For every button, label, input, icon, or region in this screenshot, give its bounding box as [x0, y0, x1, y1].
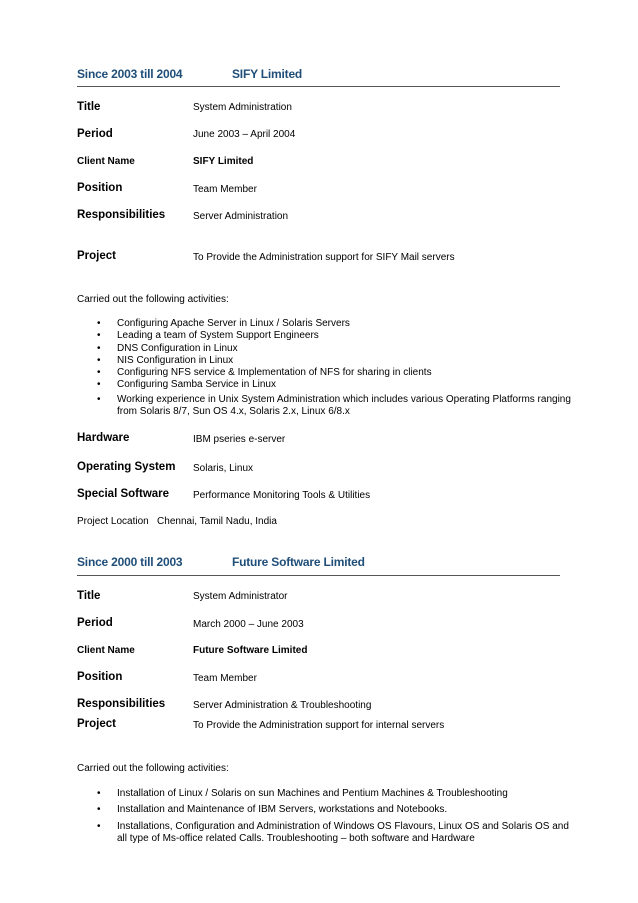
- responsibilities-label: Responsibilities: [77, 209, 166, 221]
- bullet-icon: •: [97, 393, 101, 405]
- project-label: Project: [77, 250, 116, 262]
- list-item: • Installation and Maintenance of IBM Servers, workstations and Notebooks.: [97, 804, 448, 816]
- position-value: Team Member: [193, 184, 257, 195]
- title-label: Title: [77, 101, 101, 113]
- title-value: System Administration: [193, 102, 292, 113]
- bullet-icon: •: [97, 804, 101, 816]
- period-value: June 2003 – April 2004: [193, 129, 296, 140]
- list-item: • Installations, Configuration and Administration of Windows OS Flavours, Linux OS and Solaris OS and all type of Ms-office related Calls. Troubleshooting – both software and Hardware: [97, 820, 569, 844]
- bullet-icon: •: [97, 318, 101, 329]
- client-name-label: Client Name: [77, 645, 135, 656]
- position-label: Position: [77, 182, 123, 194]
- section-1-period-heading: Since 2003 till 2004: [77, 67, 183, 81]
- bullet-icon: •: [97, 788, 101, 799]
- client-name-label: Client Name: [77, 156, 135, 167]
- section-1-company-heading: SIFY Limited: [232, 67, 303, 81]
- hardware-label: Hardware: [77, 432, 130, 444]
- activities-intro: Carried out the following activities:: [77, 763, 229, 774]
- activities-list: [77, 318, 571, 418]
- position-label: Position: [77, 671, 123, 683]
- list-item: • Installation of Linux / Solaris on sun Machines and Pentium Machines & Troubleshooting: [97, 788, 508, 799]
- activities-intro: Carried out the following activities:: [77, 294, 229, 305]
- bullet-icon: •: [97, 330, 101, 342]
- project-value: To Provide the Administration support for SIFY Mail servers: [193, 252, 455, 263]
- os-value: Solaris, Linux: [193, 463, 254, 474]
- bullet-icon: •: [97, 354, 101, 366]
- activities-list: [77, 788, 569, 845]
- responsibilities-label: Responsibilities: [77, 698, 166, 710]
- bullet-icon: •: [97, 367, 101, 379]
- list-item: • Working experience in Unix System Administration which includes various Operating Platforms ranging from Solaris 8/7, Sun OS 4.x, Solaris 2.x, Linux 6/8.x: [97, 393, 571, 418]
- project-label: Project: [77, 718, 116, 730]
- special-software-label: Special Software: [77, 488, 170, 500]
- list-item: • DNS Configuration in Linux: [97, 342, 238, 354]
- responsibilities-value: Server Administration: [193, 211, 289, 222]
- title-value: System Administrator: [193, 591, 288, 602]
- list-item: • Configuring Samba Service in Linux: [97, 379, 276, 391]
- period-label: Period: [77, 128, 113, 140]
- bullet-icon: •: [97, 820, 101, 832]
- section-2-company-heading: Future Software Limited: [232, 555, 365, 569]
- period-value: March 2000 – June 2003: [193, 619, 304, 630]
- section-1-divider: [77, 86, 560, 87]
- special-software-value: Performance Monitoring Tools & Utilities: [193, 490, 371, 501]
- title-label: Title: [77, 590, 101, 602]
- list-item: • Leading a team of System Support Engineers: [97, 330, 319, 342]
- os-label: Operating System: [77, 461, 176, 473]
- list-item: • Configuring NFS service & Implementation of NFS for sharing in clients: [97, 367, 432, 379]
- bullet-icon: •: [97, 379, 101, 391]
- position-value: Team Member: [193, 673, 257, 684]
- section-2-divider: [77, 575, 560, 576]
- list-item: • Configuring Apache Server in Linux / Solaris Servers: [97, 318, 350, 329]
- bullet-icon: •: [97, 342, 101, 354]
- hardware-value: IBM pseries e-server: [193, 434, 286, 445]
- responsibilities-value: Server Administration & Troubleshooting: [193, 700, 372, 711]
- client-name-value: Future Software Limited: [193, 645, 308, 656]
- client-name-value: SIFY Limited: [193, 156, 254, 167]
- list-item: • NIS Configuration in Linux: [97, 354, 234, 366]
- project-location: Project Location Chennai, Tamil Nadu, India: [77, 516, 277, 527]
- section-2-period-heading: Since 2000 till 2003: [77, 555, 183, 569]
- project-value: To Provide the Administration support for internal servers: [193, 720, 445, 731]
- period-label: Period: [77, 617, 113, 629]
